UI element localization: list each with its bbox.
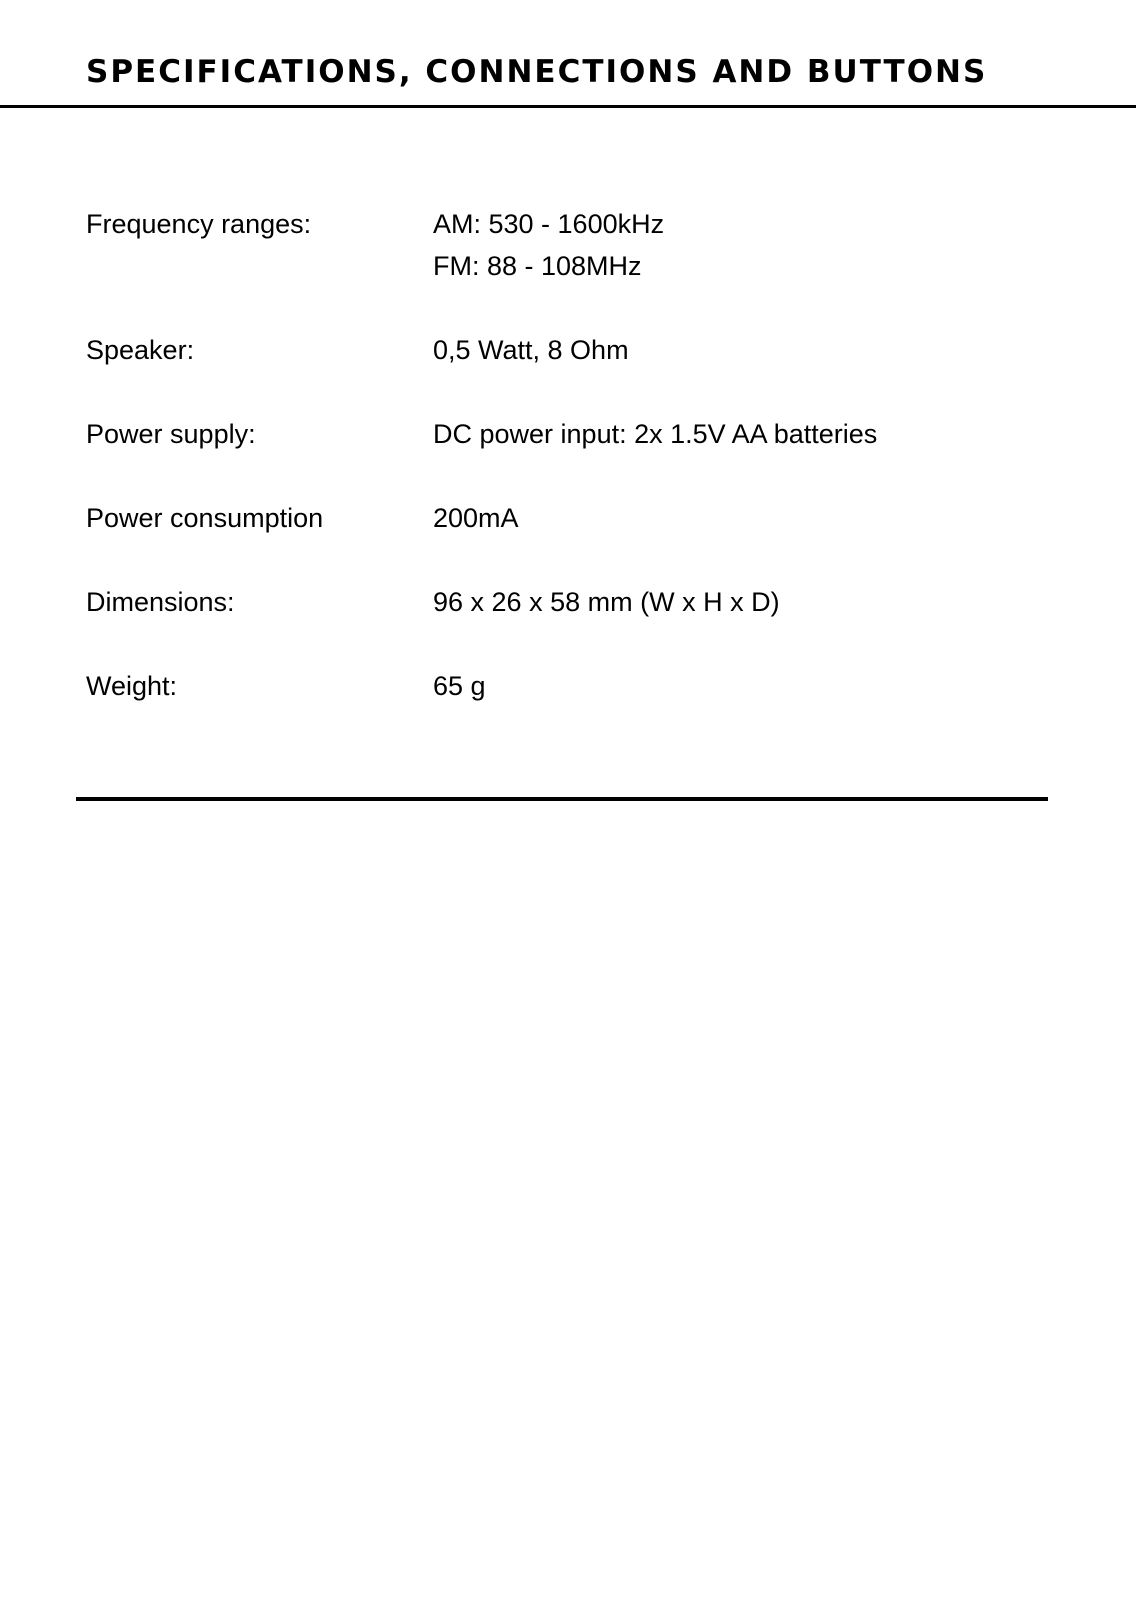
spec-label: Speaker: — [86, 335, 195, 365]
spec-row-speaker — [86, 329, 1046, 371]
spec-row-power-supply — [86, 413, 1046, 455]
spec-values — [433, 581, 780, 623]
spec-value: 0,5 Watt, 8 Ohm — [433, 335, 629, 365]
spec-value: DC power input: 2x 1.5V AA batteries — [433, 419, 878, 449]
spec-values — [433, 329, 629, 371]
spec-values — [433, 497, 519, 539]
spec-values — [433, 203, 664, 287]
spec-row-power-consumption — [86, 497, 1046, 539]
section-divider — [76, 797, 1048, 801]
spec-values — [433, 413, 877, 455]
spec-label: Dimensions: — [86, 587, 235, 617]
spec-values — [433, 665, 486, 707]
page-header — [0, 0, 1136, 108]
header-divider — [0, 105, 1136, 108]
spec-label: Power supply: — [86, 419, 256, 449]
spec-value-fm: FM: 88 - 108MHz — [433, 251, 642, 281]
spec-row-dimensions — [86, 581, 1046, 623]
spec-label: Frequency ranges: — [86, 209, 312, 239]
spec-table — [86, 203, 1046, 749]
spec-value: 200mA — [433, 503, 519, 533]
spec-row-weight — [86, 665, 1046, 707]
spec-value: 65 g — [433, 671, 486, 701]
spec-value: 96 x 26 x 58 mm (W x H x D) — [433, 587, 780, 617]
spec-label: Power consumption — [86, 503, 324, 533]
spec-value-am: AM: 530 - 1600kHz — [433, 209, 665, 239]
page-title: SPECIFICATIONS, CONNECTIONS AND BUTTONS — [86, 54, 988, 90]
spec-label: Weight: — [86, 671, 178, 701]
spec-row-frequency-ranges — [86, 203, 1046, 287]
